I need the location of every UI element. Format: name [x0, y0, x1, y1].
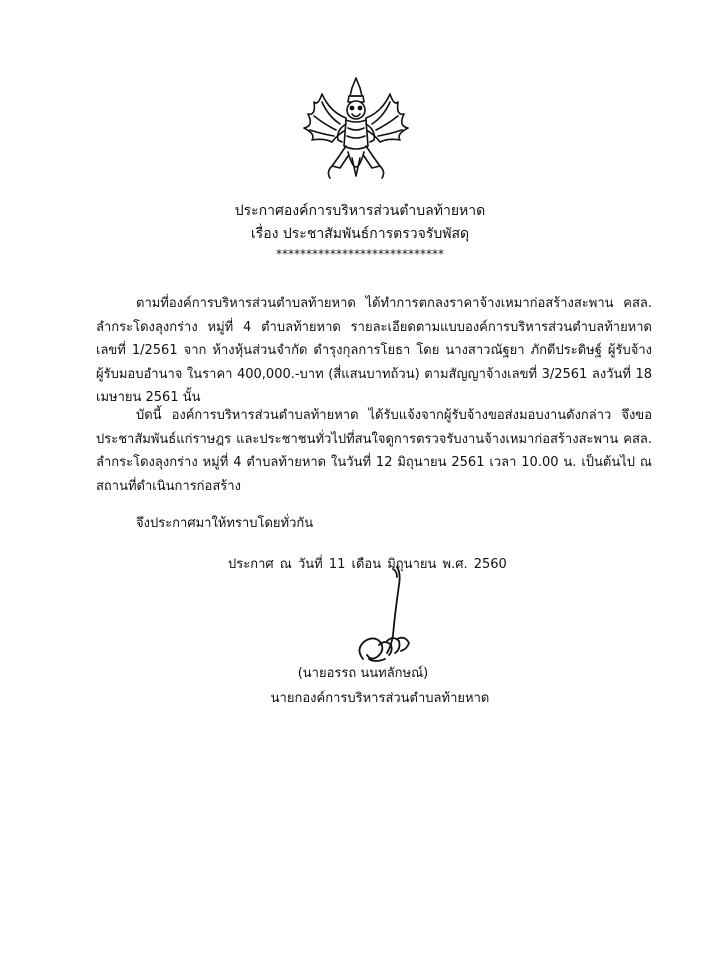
closing-statement: จึงประกาศมาให้ทราบโดยทั่วกัน [136, 516, 314, 531]
announcement-dateline: ประกาศ ณ วันที่ 11 เดือน มิถุนายน พ.ศ. 2560 [228, 557, 507, 572]
announcement-subject: เรื่อง ประชาสัมพันธ์การตรวจรับพัสดุ [250, 226, 470, 242]
handwritten-signature [335, 563, 445, 673]
signatory-name: (นายอรรถ นนทลักษณ์) [297, 666, 429, 681]
signatory-position: นายกองค์การบริหารส่วนตำบลท้ายหาด [270, 691, 490, 706]
body-paragraph-1: ตามที่องค์การบริหารส่วนตำบลท้ายหาด ได้ทำการตกลงราคาจ้างเหมาก่อสร้างสะพาน คสล. ลำกระโดงลุงกร่าง หมู่ที่ 4 ตำบลท้ายหาด รายละเอียดตามแบบองค์การบริหารส่วนตำบลท้ายหาด เลขที่ 1/2561 จาก ห้างหุ้นส่วนจำกัด ดำรุงกุลการโยธา โดย นางสาวณัฐยา ภักดีประดิษฐ์ ผู้รับจ้างผู้รับมอบอำนาจ ในราคา 400,000.-บาท (สี่แสนบาทถ้วน) ตามสัญญาจ้างเลขที่ 3/2561 ลงวันที่ 18 เมษายน 2561 นั้น [96, 296, 652, 405]
body-paragraph-2: บัดนี้ องค์การบริหารส่วนตำบลท้ายหาด ได้รับแจ้งจากผู้รับจ้างขอส่งมอบงานดังกล่าว จึงขอประชาสัมพันธ์แก่ราษฎร และประชาชนทั่วไปที่สนใจดูการตรวจรับงานจ้างเหมาก่อสร้างสะพาน คสล. ลำกระโดงลุงกร่าง หมู่ที่ 4 ตำบลท้ายหาด ในวันที่ 12 มิถุนายน 2561 เวลา 10.00 น. เป็นต้นไป ณ สถานที่ดำเนินการก่อสร้าง [96, 408, 652, 494]
announcement-title: ประกาศองค์การบริหารส่วนตำบลท้ายหาด [234, 203, 486, 219]
garuda-emblem-icon [292, 72, 420, 192]
separator-asterisks: **************************** [276, 247, 444, 261]
